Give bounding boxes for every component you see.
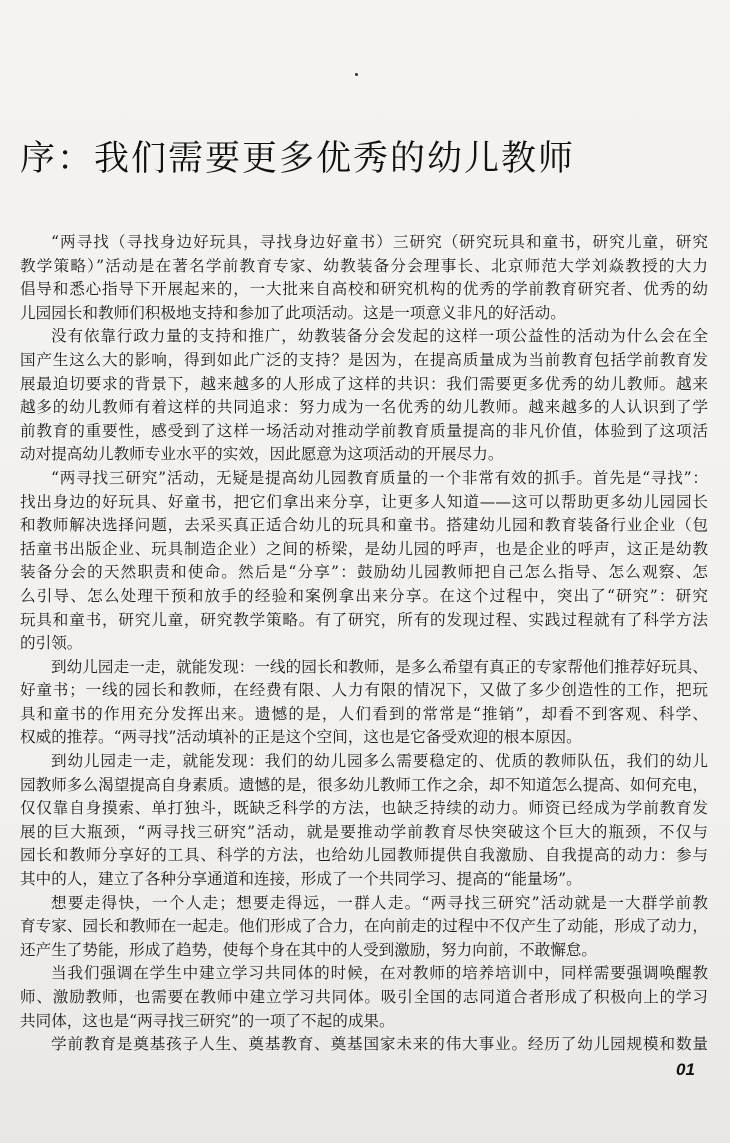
scan-speck <box>355 73 358 76</box>
paragraph-line: 玩具和童书，研究儿童，研究教学策略。有了研究，所有的发现过程、实践过程就有了科学方法 <box>20 610 708 629</box>
paragraph-line: 具和童书的作用充分发挥出来。遗憾的是，人们看到的常常是“推销”，却看不到客观、科学、 <box>20 704 708 723</box>
paragraph-line: 其中的人，建立了各种分享通道和连接，形成了一个共同学习、提高的“能量场”。 <box>20 870 582 889</box>
paragraph-line: 园长和教师分享好的工具、科学的方法，也给幼儿园教师提供自我激励、自我提高的动力：参与 <box>20 846 708 865</box>
paragraph-line: 还产生了势能，形成了趋势，使每个身在其中的人受到激励，努力向前，不敢懈怠。 <box>20 940 597 959</box>
paragraph-line: 和教师解决选择问题，去采买真正适合幼儿的玩具和童书。搭建幼儿园和教育装备行业企业（包 <box>20 516 708 535</box>
paragraph-line: 学前教育是奠基孩子人生、奠基教育、奠基国家未来的伟大事业。经历了幼儿园规模和数量 <box>51 1035 708 1054</box>
paragraph-line: 没有依靠行政力量的支持和推广，幼教装备分会发起的这样一项公益性的活动为什么会在全 <box>51 327 708 346</box>
paragraph-line: 育专家、园长和教师在一起走。他们形成了合力，在向前走的过程中不仅产生了动能，形成了动力， <box>20 917 708 936</box>
paragraph-line: 前教育的重要性，感受到了这样一场活动对推动学前教育质量提高的非凡价值，体验到了这项活 <box>20 421 708 440</box>
page-title: 序：我们需要更多优秀的幼儿教师 <box>20 139 576 180</box>
paragraph <box>20 467 708 656</box>
paragraph-line: 找出身边的好玩具、好童书，把它们拿出来分享，让更多人知道——这可以帮助更多幼儿园园长 <box>20 492 708 511</box>
paragraph-line: 权威的推荐。“两寻找”活动填补的正是这个空间，这也是它备受欢迎的根本原因。 <box>20 728 582 747</box>
paragraph-line: 括童书出版企业、玩具制造企业）之间的桥梁，是幼儿园的呼声，也是企业的呼声，这正是幼教 <box>20 539 708 558</box>
paragraph-line: 倡导和悉心指导下开展起来的，一大批来自高校和研究机构的优秀的学前教育研究者、优秀的幼 <box>20 280 708 299</box>
paragraph-line: 国产生这么大的影响，得到如此广泛的支持？是因为，在提高质量成为当前教育包括学前教育发 <box>20 350 708 369</box>
paragraph-line: 么引导、怎么处理干预和放手的经验和案例拿出来分享。在这个过程中，突出了“研究”：研究 <box>20 586 708 605</box>
paragraph-line: 越多的幼儿教师有着这样的共同追求：努力成为一名优秀的幼儿教师。越来越多的人认识到了学 <box>20 398 708 417</box>
paragraph-line: 的引领。 <box>20 634 83 653</box>
paragraph <box>20 892 708 963</box>
paragraph-line: 动对提高幼儿教师专业水平的实效，因此愿意为这项活动的开展尽力。 <box>20 445 504 464</box>
paragraph-line: 想要走得快，一个人走；想要走得远，一群人走。“两寻找三研究”活动就是一大群学前教 <box>51 893 708 912</box>
page-number: 01 <box>676 1060 695 1079</box>
paragraph <box>20 1033 708 1057</box>
paragraph <box>20 962 708 1033</box>
paragraph <box>20 231 708 325</box>
paragraph-line: “两寻找（寻找身边好玩具，寻找身边好童书）三研究（研究玩具和童书，研究儿童，研究 <box>51 233 708 251</box>
paragraph-line: 当我们强调在学生中建立学习共同体的时候，在对教师的培养培训中，同样需要强调唤醒教 <box>51 964 708 983</box>
paragraph-line: 好童书；一线的园长和教师，在经费有限、人力有限的情况下，又做了多少创造性的工作，把玩 <box>20 681 708 700</box>
paragraph-line: 到幼儿园走一走，就能发现：一线的园长和教师，是多么希望有真正的专家帮他们推荐好玩具、 <box>51 657 708 676</box>
paragraph-line: “两寻找三研究”活动，无疑是提高幼儿园教育质量的一个非常有效的抓手。首先是“寻找”： <box>51 468 708 487</box>
paragraph <box>20 325 708 467</box>
paragraph-line: 教学策略）”活动是在著名学前教育专家、幼教装备分会理事长、北京师范大学刘焱教授的大力 <box>20 256 708 275</box>
paragraph-line: 仅仅靠自身摸索、单打独斗，既缺乏科学的方法，也缺乏持续的动力。师资已经成为学前教育发 <box>20 799 708 818</box>
paragraph-line: 共同体，这也是“两寻找三研究”的一项了不起的成果。 <box>20 1011 395 1030</box>
paragraph-line: 展的巨大瓶颈，“两寻找三研究”活动，就是要推动学前教育尽快突破这个巨大的瓶颈，不仅与 <box>20 822 708 841</box>
paragraph <box>20 656 708 750</box>
paragraph-line: 儿园园长和教师们积极地支持和参加了此项活动。这是一项意义非凡的好活动。 <box>20 303 566 322</box>
paragraph-line: 展最迫切要求的背景下，越来越多的人形成了这样的共识：我们需要更多优秀的幼儿教师。越来 <box>20 374 708 393</box>
preface-body <box>20 231 708 1057</box>
paragraph-line: 师、激励教师，也需要在教师中建立学习共同体。吸引全国的志同道合者形成了积极向上的学习 <box>20 988 708 1006</box>
paragraph-line: 到幼儿园走一走，就能发现：我们的幼儿园多么需要稳定的、优质的教师队伍，我们的幼儿 <box>51 752 708 771</box>
paragraph-line: 园教师多么渴望提高自身素质。遗憾的是，很多幼儿教师工作之余，却不知道怎么提高、如何充电， <box>20 775 708 794</box>
paragraph <box>20 750 708 892</box>
paragraph-line: 装备分会的天然职责和使命。然后是“分享”：鼓励幼儿园教师把自己怎么指导、怎么观察、怎 <box>20 563 708 582</box>
